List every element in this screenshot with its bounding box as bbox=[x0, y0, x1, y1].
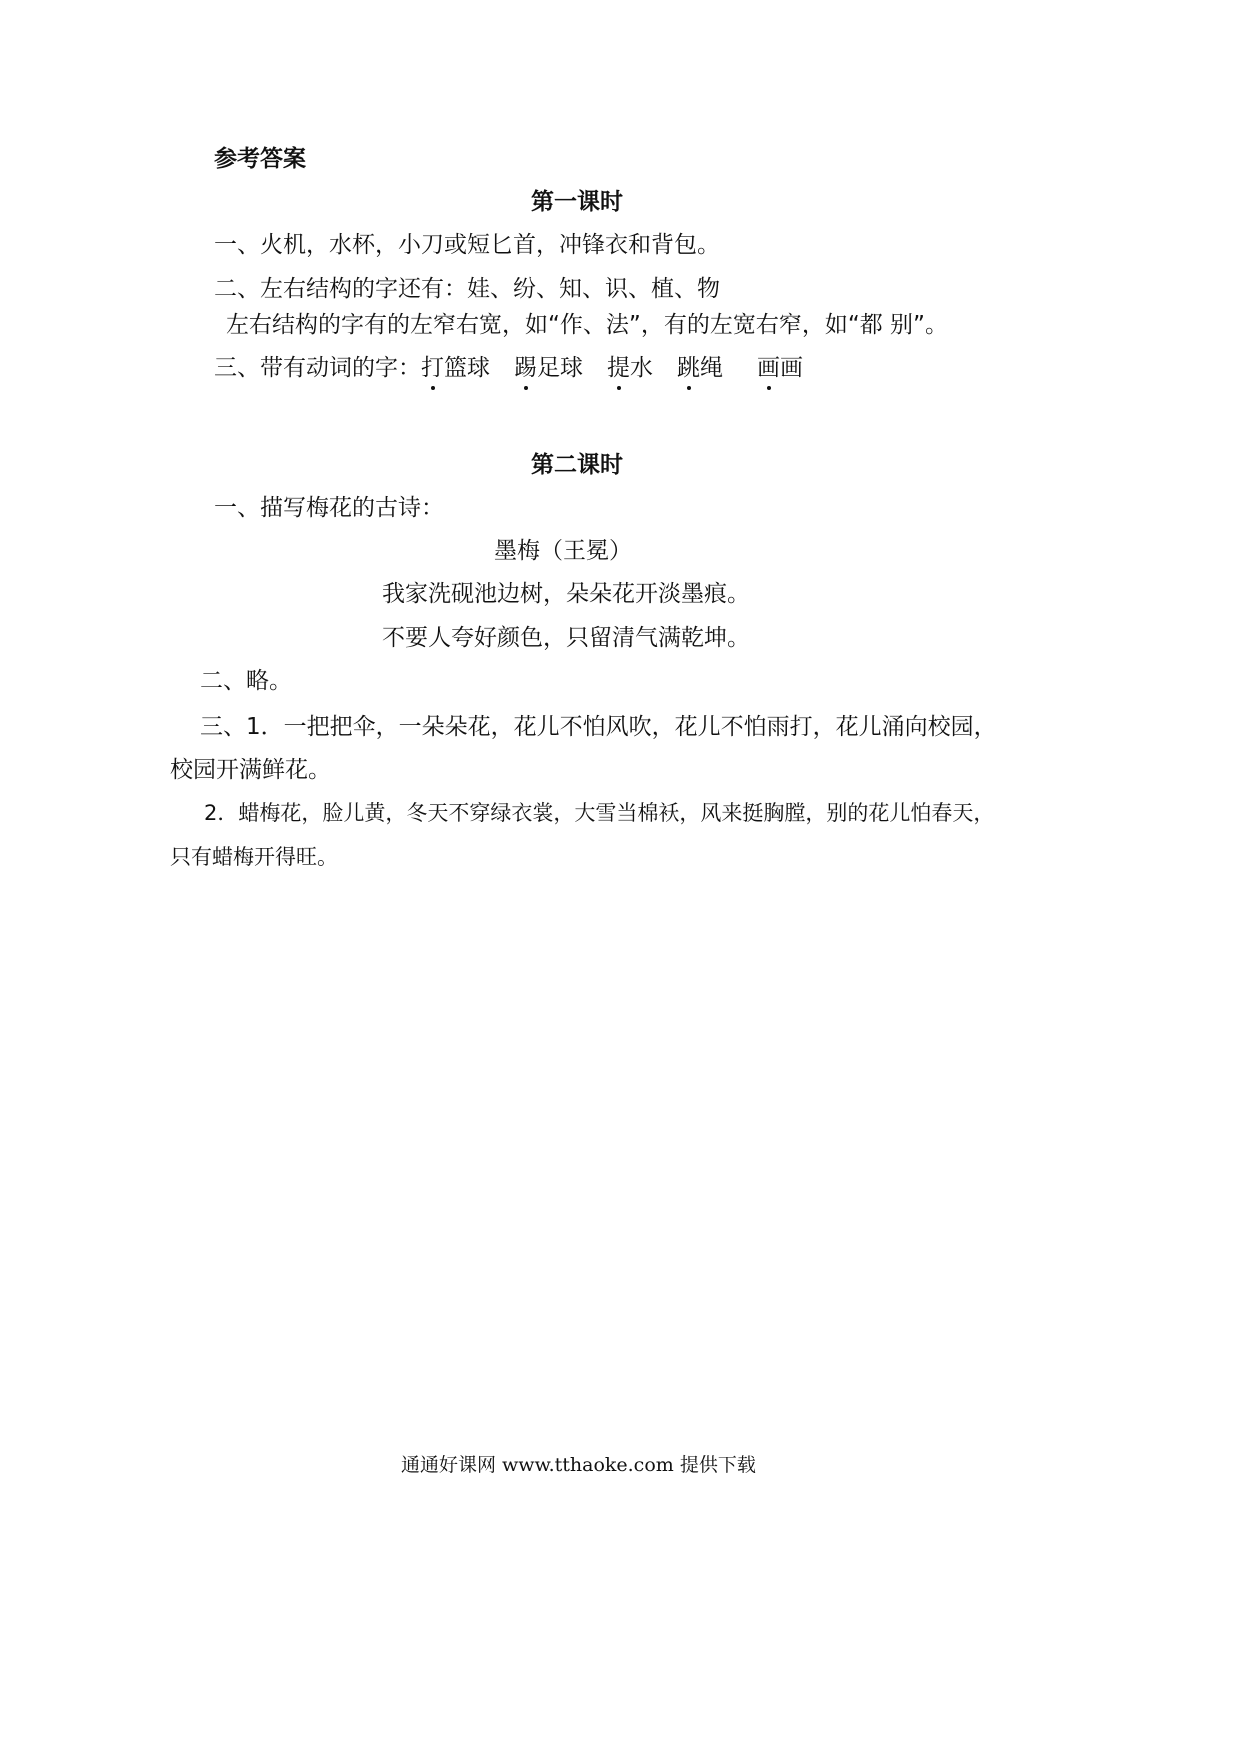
lesson2-answer-1: 一、描写梅花的古诗： bbox=[214, 495, 444, 521]
emphasis-dot bbox=[524, 386, 528, 390]
emphasis-dot bbox=[617, 386, 621, 390]
lesson1-answer-2-line1: 二、左右结构的字还有：娃、纷、知、识、植、物 bbox=[214, 276, 720, 302]
page-title: 参考答案 bbox=[214, 146, 306, 172]
poem-line-1: 我家洗砚池边树，朵朵花开淡墨痕。 bbox=[382, 581, 750, 607]
footer-credit: 通通好课网 www.tthaoke.com 提供下载 bbox=[401, 1454, 756, 1476]
verb-word: 跳 绳 bbox=[677, 355, 723, 381]
lesson2-answer-3-2-line2: 只有蜡梅开得旺。 bbox=[170, 845, 338, 869]
verb-word: 踢 足球 bbox=[514, 355, 583, 381]
poem-title: 墨梅（王冕） bbox=[494, 538, 632, 564]
lesson2-answer-3-1-line1: 三、1．一把把伞，一朵朵花，花儿不怕风吹，花儿不怕雨打，花儿涌向校园， bbox=[200, 714, 997, 740]
lesson1-answer-1: 一、火机，水杯，小刀或短匕首，冲锋衣和背包。 bbox=[214, 232, 720, 258]
lesson1-answer-2-line2: 左右结构的字有的左窄右宽，如“作、法”，有的左宽右窄，如“都 别”。 bbox=[226, 312, 948, 338]
lesson1-answer-3 bbox=[214, 357, 803, 380]
answer-3-prefix: 三、带有动词的字： bbox=[214, 355, 421, 381]
emphasis-dot bbox=[431, 386, 435, 390]
verb-word: 打 篮球 bbox=[421, 355, 490, 381]
lesson1-heading: 第一课时 bbox=[531, 189, 623, 215]
poem-line-2: 不要人夸好颜色，只留清气满乾坤。 bbox=[382, 625, 750, 651]
lesson2-answer-3-1-line2: 校园开满鲜花。 bbox=[170, 757, 331, 783]
lesson2-answer-3-2-line1: 2．蜡梅花，脸儿黄，冬天不穿绿衣裳，大雪当棉袄，风来挺胸膛，别的花儿怕春天， bbox=[204, 801, 995, 825]
verb-word: 画 画 bbox=[757, 355, 803, 381]
lesson2-answer-2: 二、略。 bbox=[200, 668, 292, 694]
verb-word: 提 水 bbox=[607, 355, 653, 381]
lesson2-heading: 第二课时 bbox=[531, 452, 623, 478]
emphasis-dot bbox=[767, 386, 771, 390]
emphasis-dot bbox=[687, 386, 691, 390]
